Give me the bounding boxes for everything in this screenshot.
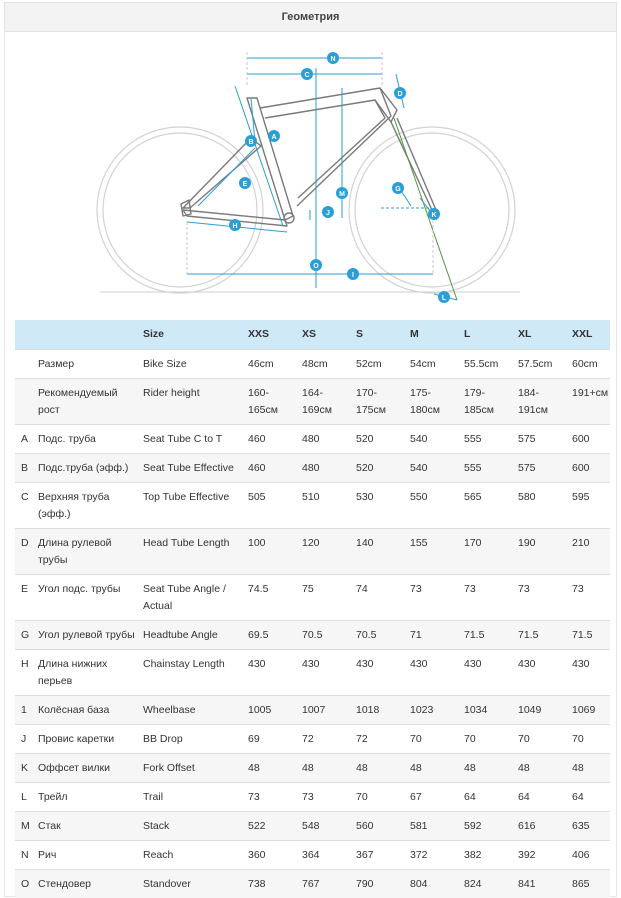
row-label-en: Standover — [139, 869, 244, 898]
row-value: 75 — [298, 574, 352, 620]
row-value: 460 — [244, 453, 298, 482]
row-value: 71.5 — [568, 620, 610, 649]
row-value: 581 — [406, 811, 460, 840]
row-value: 48 — [514, 753, 568, 782]
row-value: 64 — [568, 782, 610, 811]
table-row — [15, 811, 610, 840]
row-value: 550 — [406, 482, 460, 528]
table-row — [15, 453, 610, 482]
row-value: 367 — [352, 840, 406, 869]
row-value: 70.5 — [352, 620, 406, 649]
svg-text:I: I — [352, 272, 354, 279]
row-value: 210 — [568, 528, 610, 574]
row-value: 738 — [244, 869, 298, 898]
row-value: 160-165см — [244, 378, 298, 424]
bike-geometry-diagram — [95, 38, 525, 308]
table-row — [15, 753, 610, 782]
table-row — [15, 349, 610, 378]
dimension-lines — [187, 58, 457, 300]
dimension-label-b — [245, 135, 257, 147]
row-value: 1018 — [352, 695, 406, 724]
row-value: 520 — [352, 424, 406, 453]
row-value: 67 — [406, 782, 460, 811]
row-value: 48 — [406, 753, 460, 782]
row-value: 72 — [298, 724, 352, 753]
row-label-ru: Верхняя труба (эфф.) — [34, 482, 139, 528]
row-value: 430 — [568, 649, 610, 695]
row-value: 560 — [352, 811, 406, 840]
row-value: 46cm — [244, 349, 298, 378]
row-value: 555 — [460, 453, 514, 482]
row-value: 48 — [460, 753, 514, 782]
row-value: 480 — [298, 453, 352, 482]
row-value: 460 — [244, 424, 298, 453]
row-value: 364 — [298, 840, 352, 869]
row-value: 71.5 — [514, 620, 568, 649]
svg-text:B: B — [248, 139, 254, 146]
svg-text:C: C — [304, 72, 310, 79]
row-value: 73 — [460, 574, 514, 620]
table-row — [15, 649, 610, 695]
table-row — [15, 424, 610, 453]
table-row — [15, 378, 610, 424]
row-label-ru: Размер — [34, 349, 139, 378]
row-letter: E — [15, 574, 34, 620]
dimension-label-e — [239, 177, 251, 189]
row-value: 575 — [514, 453, 568, 482]
row-value: 392 — [514, 840, 568, 869]
row-value: 70 — [352, 782, 406, 811]
header-cell-size: Size — [139, 320, 244, 349]
row-value: 841 — [514, 869, 568, 898]
row-letter: K — [15, 753, 34, 782]
row-value: 430 — [514, 649, 568, 695]
table-row — [15, 782, 610, 811]
row-label-en: Bike Size — [139, 349, 244, 378]
row-value: 54cm — [406, 349, 460, 378]
row-value: 69 — [244, 724, 298, 753]
row-value: 71 — [406, 620, 460, 649]
row-label-ru: Колёсная база — [34, 695, 139, 724]
row-value: 540 — [406, 424, 460, 453]
row-label-ru: Рекомендуемый рост — [34, 378, 139, 424]
row-value: 548 — [298, 811, 352, 840]
row-label-ru: Угол рулевой трубы — [34, 620, 139, 649]
row-value: 520 — [352, 453, 406, 482]
geometry-table — [15, 320, 610, 898]
dimension-label-n — [327, 52, 339, 64]
row-value: 120 — [298, 528, 352, 574]
header-cell — [34, 320, 139, 349]
row-value: 55.5cm — [460, 349, 514, 378]
row-label-ru: Подс. труба — [34, 424, 139, 453]
row-value: 530 — [352, 482, 406, 528]
row-value: 360 — [244, 840, 298, 869]
row-letter: G — [15, 620, 34, 649]
row-letter: H — [15, 649, 34, 695]
row-letter: A — [15, 424, 34, 453]
header-cell — [15, 320, 34, 349]
row-value: 1007 — [298, 695, 352, 724]
row-label-en: Headtube Angle — [139, 620, 244, 649]
row-value: 48 — [244, 753, 298, 782]
row-value: 69.5 — [244, 620, 298, 649]
row-label-ru: Подс.труба (эфф.) — [34, 453, 139, 482]
table-row — [15, 695, 610, 724]
geometry-panel-header[interactable] — [4, 2, 617, 32]
row-value: 510 — [298, 482, 352, 528]
dimension-label-k — [428, 208, 440, 220]
row-label-en: Stack — [139, 811, 244, 840]
row-value: 1005 — [244, 695, 298, 724]
row-value: 70 — [568, 724, 610, 753]
row-letter: N — [15, 840, 34, 869]
dimension-label-m — [336, 187, 348, 199]
svg-text:E: E — [242, 181, 248, 188]
row-value: 100 — [244, 528, 298, 574]
row-letter: O — [15, 869, 34, 898]
dimension-label-l — [438, 291, 450, 303]
row-value: 1034 — [460, 695, 514, 724]
row-label-en: Seat Tube Angle / Actual — [139, 574, 244, 620]
row-value: 430 — [244, 649, 298, 695]
row-label-ru: Длина нижних перьев — [34, 649, 139, 695]
svg-text:J: J — [326, 210, 330, 217]
header-cell-m: M — [406, 320, 460, 349]
row-value: 1069 — [568, 695, 610, 724]
row-value: 522 — [244, 811, 298, 840]
row-label-ru: Провис каретки — [34, 724, 139, 753]
row-value: 72 — [352, 724, 406, 753]
row-value: 430 — [352, 649, 406, 695]
row-value: 505 — [244, 482, 298, 528]
row-value: 64 — [514, 782, 568, 811]
dimension-label-d — [394, 87, 406, 99]
dimension-guides — [187, 52, 433, 274]
row-value: 52cm — [352, 349, 406, 378]
row-value: 48cm — [298, 349, 352, 378]
svg-text:M: M — [339, 191, 345, 198]
dimension-label-a — [268, 130, 280, 142]
row-value: 804 — [406, 869, 460, 898]
dimension-label-h — [229, 219, 241, 231]
row-letter — [15, 349, 34, 378]
row-label-en: Fork Offset — [139, 753, 244, 782]
row-value: 430 — [460, 649, 514, 695]
table-row — [15, 869, 610, 898]
table-row — [15, 724, 610, 753]
row-letter: 1 — [15, 695, 34, 724]
row-value: 595 — [568, 482, 610, 528]
row-label-en: Wheelbase — [139, 695, 244, 724]
table-row — [15, 620, 610, 649]
table-row — [15, 528, 610, 574]
row-value: 1023 — [406, 695, 460, 724]
row-value: 480 — [298, 424, 352, 453]
panel-title: Геометрия — [281, 11, 340, 23]
row-value: 74 — [352, 574, 406, 620]
dimension-label-i — [347, 268, 359, 280]
row-label-ru: Угол подс. трубы — [34, 574, 139, 620]
row-value: 73 — [568, 574, 610, 620]
row-value: 555 — [460, 424, 514, 453]
row-label-ru: Стендовер — [34, 869, 139, 898]
row-label-en: Chainstay Length — [139, 649, 244, 695]
dimension-label-o — [310, 259, 322, 271]
svg-text:D: D — [397, 91, 403, 98]
header-cell-l: L — [460, 320, 514, 349]
row-value: 540 — [406, 453, 460, 482]
row-label-ru: Длина рулевой трубы — [34, 528, 139, 574]
row-value: 592 — [460, 811, 514, 840]
steering-axis-line — [394, 118, 457, 300]
row-label-en: Top Tube Effective — [139, 482, 244, 528]
row-value: 70 — [514, 724, 568, 753]
dimension-label-g — [392, 182, 404, 194]
row-label-en: Seat Tube C to T — [139, 424, 244, 453]
row-value: 73 — [244, 782, 298, 811]
row-value: 184-191см — [514, 378, 568, 424]
svg-text:O: O — [313, 263, 319, 270]
header-cell-xxs: XXS — [244, 320, 298, 349]
svg-text:K: K — [431, 212, 437, 219]
row-letter — [15, 378, 34, 424]
svg-text:N: N — [330, 56, 336, 63]
row-label-ru: Стак — [34, 811, 139, 840]
row-value: 48 — [298, 753, 352, 782]
row-value: 790 — [352, 869, 406, 898]
row-letter: B — [15, 453, 34, 482]
row-label-en: Reach — [139, 840, 244, 869]
row-value: 190 — [514, 528, 568, 574]
row-label-en: Rider height — [139, 378, 244, 424]
table-row — [15, 574, 610, 620]
row-value: 64 — [460, 782, 514, 811]
row-value: 73 — [298, 782, 352, 811]
row-letter: J — [15, 724, 34, 753]
row-value: 372 — [406, 840, 460, 869]
row-value: 1049 — [514, 695, 568, 724]
dimension-label-c — [301, 68, 313, 80]
bike-frame — [181, 88, 436, 226]
row-value: 164-169см — [298, 378, 352, 424]
header-cell-s: S — [352, 320, 406, 349]
svg-text:H: H — [232, 223, 238, 230]
row-value: 191+см — [568, 378, 610, 424]
row-value: 70.5 — [298, 620, 352, 649]
row-value: 140 — [352, 528, 406, 574]
row-letter: D — [15, 528, 34, 574]
row-value: 70 — [460, 724, 514, 753]
row-value: 616 — [514, 811, 568, 840]
row-value: 170 — [460, 528, 514, 574]
row-letter: M — [15, 811, 34, 840]
row-value: 48 — [352, 753, 406, 782]
row-value: 71.5 — [460, 620, 514, 649]
header-cell-xs: XS — [298, 320, 352, 349]
row-letter: L — [15, 782, 34, 811]
svg-text:G: G — [395, 186, 401, 193]
row-value: 865 — [568, 869, 610, 898]
row-label-en: Seat Tube Effective — [139, 453, 244, 482]
svg-text:L: L — [441, 295, 447, 302]
row-value: 70 — [406, 724, 460, 753]
row-value: 430 — [406, 649, 460, 695]
row-value: 74.5 — [244, 574, 298, 620]
row-value: 580 — [514, 482, 568, 528]
row-value: 430 — [298, 649, 352, 695]
row-value: 179-185см — [460, 378, 514, 424]
row-value: 73 — [514, 574, 568, 620]
header-cell-xl: XL — [514, 320, 568, 349]
row-value: 73 — [406, 574, 460, 620]
row-value: 175-180см — [406, 378, 460, 424]
row-letter: C — [15, 482, 34, 528]
table-row — [15, 482, 610, 528]
row-value: 565 — [460, 482, 514, 528]
row-value: 60cm — [568, 349, 610, 378]
row-value: 600 — [568, 453, 610, 482]
table-header-row — [15, 320, 610, 349]
row-label-ru: Трейл — [34, 782, 139, 811]
dimension-label-j — [322, 206, 334, 218]
row-value: 48 — [568, 753, 610, 782]
header-cell-xxl: XXL — [568, 320, 610, 349]
row-value: 824 — [460, 869, 514, 898]
row-value: 406 — [568, 840, 610, 869]
row-value: 635 — [568, 811, 610, 840]
row-value: 170-175см — [352, 378, 406, 424]
row-label-en: BB Drop — [139, 724, 244, 753]
row-label-ru: Оффсет вилки — [34, 753, 139, 782]
row-label-ru: Рич — [34, 840, 139, 869]
row-value: 57.5cm — [514, 349, 568, 378]
row-value: 767 — [298, 869, 352, 898]
row-value: 155 — [406, 528, 460, 574]
row-value: 575 — [514, 424, 568, 453]
row-value: 600 — [568, 424, 610, 453]
svg-text:A: A — [271, 134, 277, 141]
row-value: 382 — [460, 840, 514, 869]
row-label-en: Trail — [139, 782, 244, 811]
row-label-en: Head Tube Length — [139, 528, 244, 574]
table-row — [15, 840, 610, 869]
